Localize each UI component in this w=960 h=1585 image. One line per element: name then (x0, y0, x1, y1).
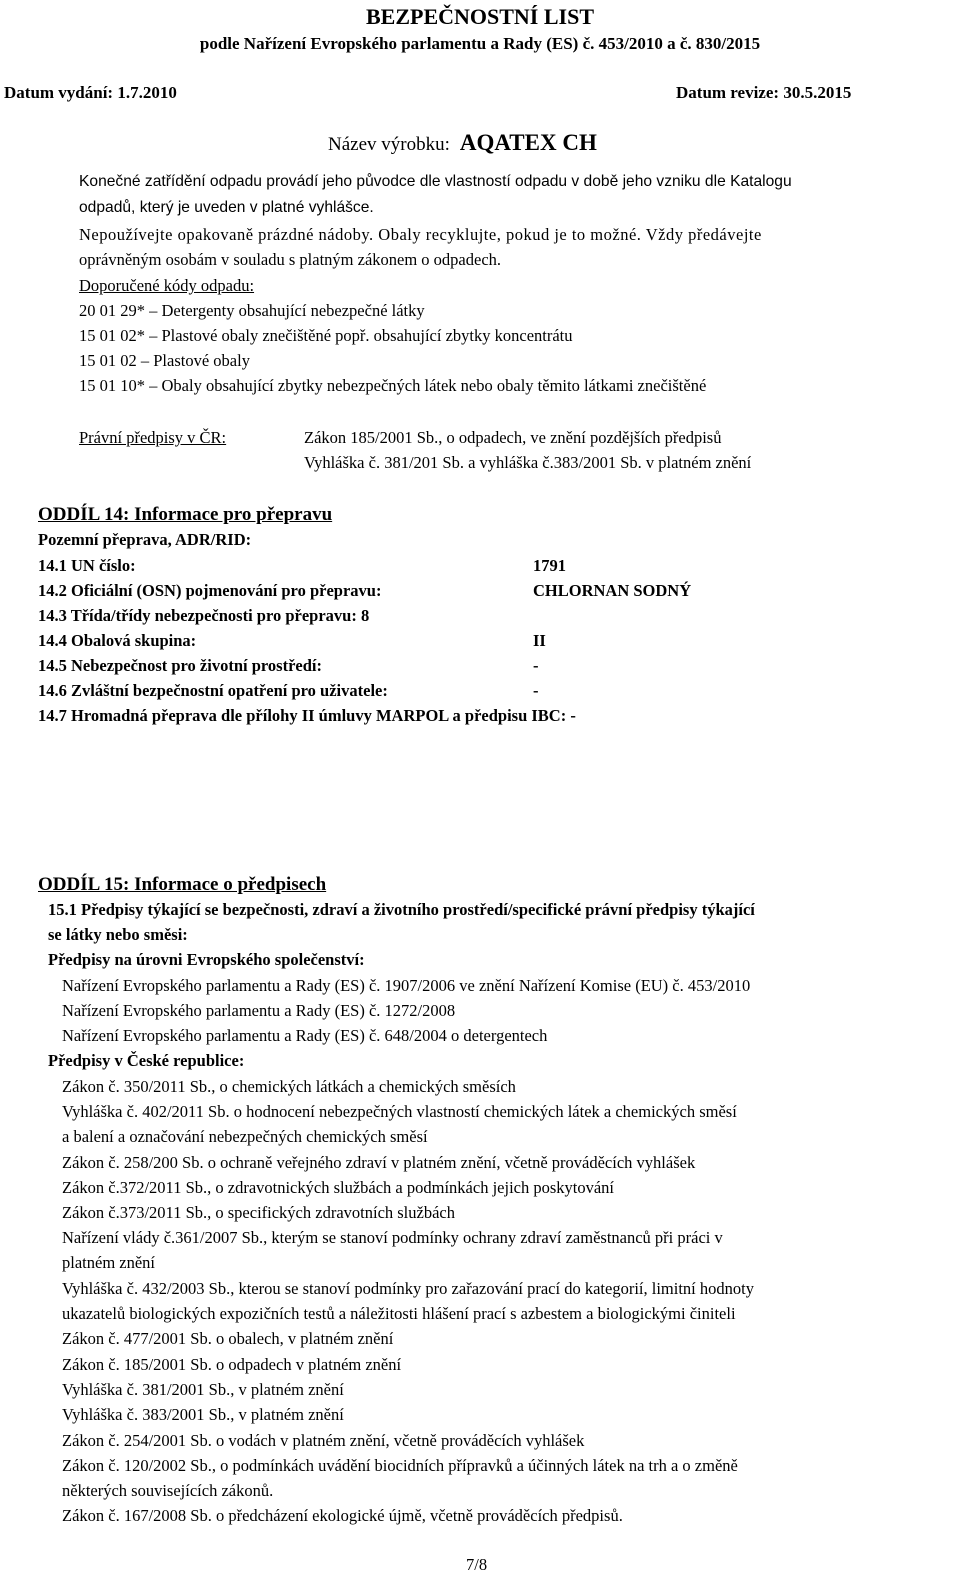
cz-regulation-line: Zákon č.373/2011 Sb., o specifických zdravotních službách (62, 1203, 455, 1222)
transport-row-label: 14.7 Hromadná přeprava dle přílohy II úmluvy MARPOL a předpisu IBC: - (38, 706, 576, 725)
eu-regulation-line: Nařízení Evropského parlamentu a Rady (ES) č. 1907/2006 ve znění Nařízení Komise (EU) č. 453/2010 (62, 976, 751, 995)
section-15-heading: ODDÍL 15: Informace o předpisech (38, 874, 327, 895)
legal-line: Vyhláška č. 381/201 Sb. a vyhláška č.383/2001 Sb. v platném znění (304, 453, 752, 472)
waste-paragraph-1-line-1: Konečné zatřídění odpadu provádí jeho původce dle vlastností odpadu v době jeho vzniku dle Katalogu (79, 173, 792, 190)
transport-row-label: 14.3 Třída/třídy nebezpečnosti pro přepravu: 8 (38, 606, 370, 625)
cz-regulation-line: a balení a označování nebezpečných chemických směsí (62, 1127, 428, 1146)
cz-regulation-line: Zákon č. 477/2001 Sb. o obalech, v platném znění (62, 1329, 394, 1348)
product-label: Název výrobku: (328, 134, 450, 155)
revision-date: Datum revize: 30.5.2015 (676, 83, 852, 102)
transport-row-value: 1791 (533, 556, 566, 575)
transport-row-value: CHLORNAN SODNÝ (533, 581, 692, 600)
issue-date: Datum vydání: 1.7.2010 (4, 83, 177, 102)
transport-row-label: 14.6 Zvláštní bezpečnostní opatření pro uživatele: (38, 681, 388, 700)
transport-row-label: 14.2 Oficiální (OSN) pojmenování pro přepravu: (38, 581, 382, 600)
cz-regulation-line: Zákon č. 350/2011 Sb., o chemických látkách a chemických směsích (62, 1077, 516, 1096)
cz-regulation-line: Vyhláška č. 432/2003 Sb., kterou se stanoví podmínky pro zařazování prací do kategorií, limitní hodnoty (62, 1279, 754, 1298)
waste-codes-heading: Doporučené kódy odpadu: (79, 276, 255, 295)
section-15-subheading-line-1: 15.1 Předpisy týkající se bezpečnosti, zdraví a životního prostředí/specifické právní předpisy týkající (48, 900, 755, 919)
cz-regulation-line: Vyhláška č. 383/2001 Sb., v platném znění (62, 1405, 344, 1424)
page-number: 7/8 (466, 1555, 488, 1574)
transport-row-label: 14.1 UN číslo: (38, 556, 136, 575)
cz-regulation-line: platném znění (62, 1253, 156, 1272)
waste-code-item: 15 01 10* – Obaly obsahující zbytky nebezpečných látek nebo obaly těmito látkami znečištěné (79, 376, 707, 395)
waste-code-item: 15 01 02* – Plastové obaly znečištěné popř. obsahující zbytky koncentrátu (79, 326, 573, 345)
document-subtitle: podle Nařízení Evropského parlamentu a Rady (ES) č. 453/2010 a č. 830/2015 (199, 34, 761, 53)
cz-regulation-line: Zákon č.372/2011 Sb., o zdravotnických službách a podmínkách jejich poskytování (62, 1178, 615, 1197)
section-14-subheading: Pozemní přeprava, ADR/RID: (38, 530, 252, 549)
cz-regulation-line: Nařízení vlády č.361/2007 Sb., kterým se stanoví podmínky ochrany zdraví zaměstnanců při práci v (62, 1228, 723, 1247)
product-line (328, 130, 597, 156)
transport-row-value: - (533, 681, 539, 700)
waste-code-item: 20 01 29* – Detergenty obsahující nebezpečné látky (79, 301, 425, 320)
cz-regulation-line: Zákon č. 258/200 Sb. o ochraně veřejného zdraví v platném znění, včetně prováděcích vyhlášek (62, 1153, 696, 1172)
waste-code-item: 15 01 02 – Plastové obaly (79, 351, 250, 370)
waste-paragraph-2-line-2: oprávněným osobám v souladu s platným zákonem o odpadech. (79, 250, 502, 269)
cz-regulation-line: Zákon č. 254/2001 Sb. o vodách v platném znění, včetně prováděcích vyhlášek (62, 1431, 585, 1450)
cz-regulation-line: některých souvisejících zákonů. (62, 1481, 274, 1500)
cz-regulation-line: Zákon č. 167/2008 Sb. o předcházení ekologické újmě, včetně prováděcích předpisů. (62, 1506, 623, 1525)
transport-row-label: 14.5 Nebezpečnost pro životní prostředí: (38, 656, 322, 675)
eu-regulation-line: Nařízení Evropského parlamentu a Rady (ES) č. 648/2004 o detergentech (62, 1026, 548, 1045)
legal-line: Zákon 185/2001 Sb., o odpadech, ve znění pozdějších předpisů (304, 428, 722, 447)
transport-row-value: II (533, 631, 546, 650)
waste-paragraph-1-line-2: odpadů, který je uveden v platné vyhlášce. (79, 199, 374, 216)
product-name: AQATEX CH (459, 130, 597, 155)
cz-regulation-line: Vyhláška č. 381/2001 Sb., v platném znění (62, 1380, 344, 1399)
legal-label: Právní předpisy v ČR: (79, 428, 227, 447)
waste-paragraph-2-line-1: Nepoužívejte opakovaně prázdné nádoby. Obaly recyklujte, pokud je to možné. Vždy předávejte (79, 225, 762, 244)
cz-regulations-heading: Předpisy v České republice: (48, 1051, 245, 1070)
cz-regulation-line: Zákon č. 185/2001 Sb. o odpadech v platném znění (62, 1355, 402, 1374)
cz-regulation-line: ukazatelů biologických expozičních testů a náležitosti hlášení prací s azbestem a biologickými činiteli (62, 1304, 736, 1323)
document-title: BEZPEČNOSTNÍ LIST (365, 4, 595, 29)
cz-regulation-line: Zákon č. 120/2002 Sb., o podmínkách uvádění biocidních přípravků a účinných látek na trh a o změně (62, 1456, 738, 1475)
transport-row-label: 14.4 Obalová skupina: (38, 631, 197, 650)
eu-regulations-heading: Předpisy na úrovni Evropského společenství: (48, 950, 365, 969)
section-14-heading: ODDÍL 14: Informace pro přepravu (38, 504, 333, 525)
transport-row-value: - (533, 656, 539, 675)
cz-regulation-line: Vyhláška č. 402/2011 Sb. o hodnocení nebezpečných vlastností chemických látek a chemických směsí (62, 1102, 737, 1121)
eu-regulation-line: Nařízení Evropského parlamentu a Rady (ES) č. 1272/2008 (62, 1001, 456, 1020)
section-15-subheading-line-2: se látky nebo směsi: (48, 925, 188, 944)
